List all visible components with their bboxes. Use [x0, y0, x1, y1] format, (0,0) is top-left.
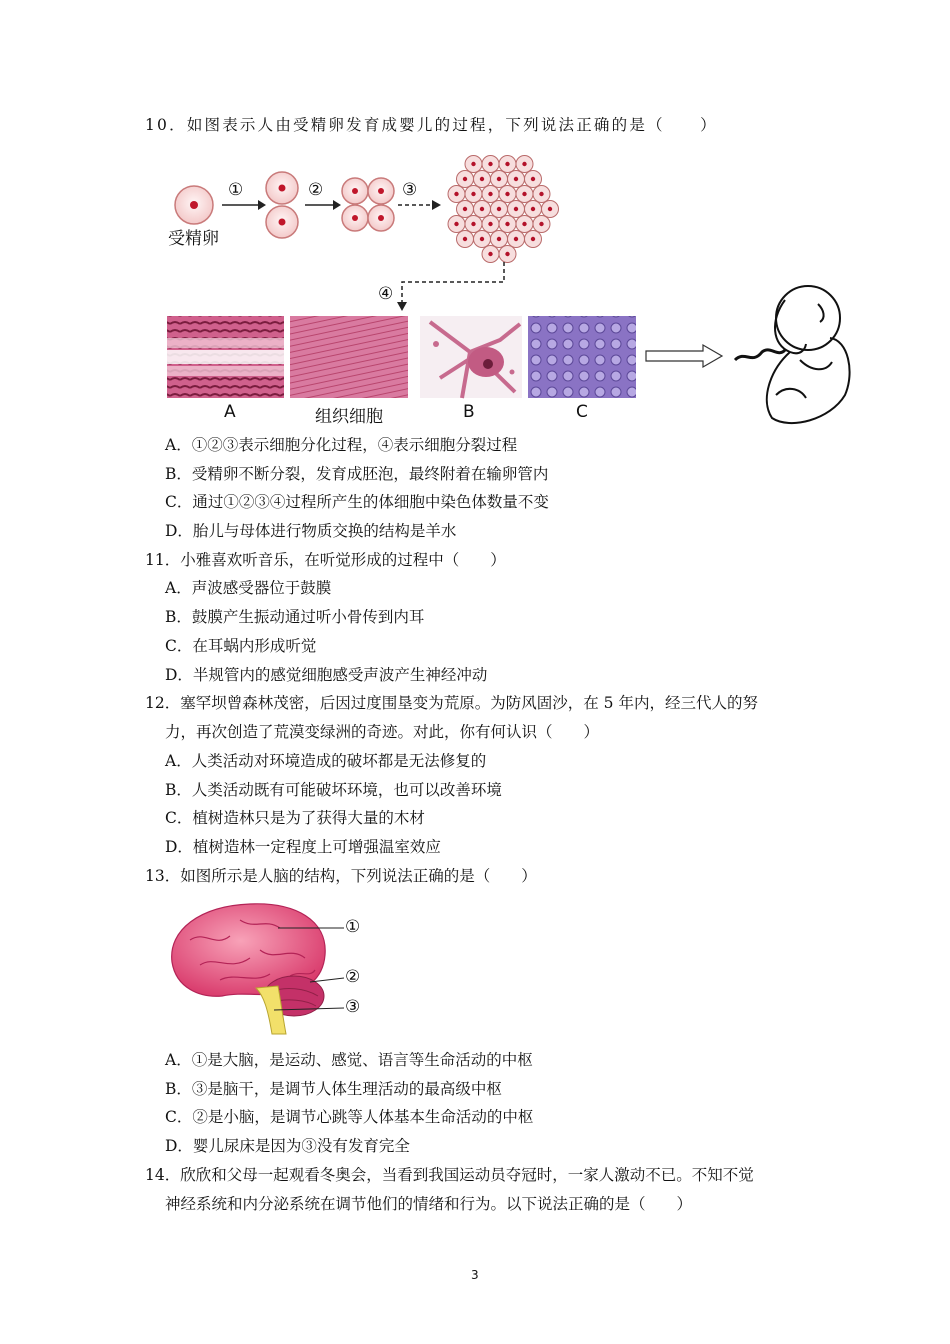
label-tissue-c: C [576, 402, 588, 422]
cluster-cell-nucleus [514, 207, 518, 211]
cluster-cell-nucleus [522, 162, 526, 166]
cluster-cell-nucleus [463, 207, 467, 211]
q12-stem-line1: 12．塞罕坝曾森林茂密，后因过度围垦变为荒原。为防风固沙，在 5 年内，经三代人的努 [145, 694, 758, 712]
q10-option-c: C．通过①②③④过程所产生的体细胞中染色体数量不变 [165, 493, 549, 511]
arrow-step-4 [397, 262, 504, 311]
q12-option-b: B．人类活动既有可能破坏环境，也可以改善环境 [165, 781, 502, 799]
four-cell-stage [342, 178, 394, 231]
cluster-cell-nucleus [454, 192, 458, 196]
label-zygote: 受精卵 [168, 229, 219, 249]
q12-stem-line2: 力，再次创造了荒漠变绿洲的奇迹。对此，你有何认识（ ） [165, 723, 600, 741]
q10-option-d: D．胎儿与母体进行物质交换的结构是羊水 [165, 522, 457, 540]
label-tissue-a: A [224, 402, 236, 422]
cluster-cell-nucleus [531, 177, 535, 181]
cluster-cell-nucleus [488, 252, 492, 256]
tissue-panel-c [528, 316, 636, 398]
brain-label-2: ② [345, 967, 361, 987]
arrow-step-1 [222, 200, 266, 210]
cluster-cell-nucleus [488, 162, 492, 166]
cluster-cell-nucleus [497, 207, 501, 211]
q13-stem: 13．如图所示是人脑的结构，下列说法正确的是（ ） [145, 867, 537, 885]
cluster-cell-nucleus [471, 222, 475, 226]
cluster-cell-nucleus [522, 192, 526, 196]
cluster-cell-nucleus [480, 177, 484, 181]
q10-option-a: A．①②③表示细胞分化过程，④表示细胞分裂过程 [165, 436, 518, 454]
q13-option-a: A．①是大脑，是运动、感觉、语言等生命活动的中枢 [165, 1051, 533, 1069]
label-step-2: ② [308, 180, 324, 200]
q13-option-d: D．婴儿尿床是因为③没有发育完全 [165, 1137, 410, 1155]
q14-stem-line1: 14．欣欣和父母一起观看冬奥会，当看到我国运动员夺冠时，一家人激动不已。不知不觉 [145, 1166, 754, 1184]
q12-option-a: A．人类活动对环境造成的破坏都是无法修复的 [165, 752, 487, 770]
cluster-cell-nucleus [463, 237, 467, 241]
zygote-cell [175, 186, 213, 224]
cluster-cell-nucleus [488, 192, 492, 196]
tissue-panel-a [167, 316, 284, 398]
cluster-cell-nucleus [471, 162, 475, 166]
cluster-cell-nucleus [539, 222, 543, 226]
cluster-cell-nucleus [497, 237, 501, 241]
cluster-cell-nucleus [497, 177, 501, 181]
tissue-panel-cells [290, 316, 408, 398]
label-tissue-cells: 组织细胞 [315, 407, 383, 427]
q12-option-d: D．植树造林一定程度上可增强温室效应 [165, 838, 441, 856]
cluster-cell-nucleus [463, 177, 467, 181]
q11-option-d: D．半规管内的感觉细胞感受声波产生神经冲动 [165, 666, 488, 684]
label-tissue-b: B [463, 402, 475, 422]
q11-option-c: C．在耳蜗内形成听觉 [165, 637, 317, 655]
cluster-cell-nucleus [505, 222, 509, 226]
q10-stem: 10．如图表示人由受精卵发育成婴儿的过程，下列说法正确的是（ ） [145, 116, 718, 134]
two-cell-stage [266, 172, 298, 238]
fetus-drawing [735, 286, 850, 423]
tissue-panel-b [420, 316, 522, 398]
q11-stem: 11．小雅喜欢听音乐，在听觉形成的过程中（ ） [145, 551, 506, 569]
cluster-cell-nucleus [505, 162, 509, 166]
label-step-1: ① [228, 180, 244, 200]
label-step-4: ④ [378, 284, 394, 304]
arrow-step-3 [398, 200, 441, 210]
cluster-cell-nucleus [522, 222, 526, 226]
cluster-cell-nucleus [488, 222, 492, 226]
q10-option-b: B．受精卵不断分裂，发育成胚泡，最终附着在输卵管内 [165, 465, 549, 483]
arrow-step-2 [305, 200, 341, 210]
label-step-3: ③ [402, 180, 418, 200]
brain-label-3: ③ [345, 997, 361, 1017]
cluster-cell-nucleus [514, 177, 518, 181]
brain-figure [160, 900, 400, 1040]
cluster-cell-nucleus [531, 207, 535, 211]
q13-option-c: C．②是小脑，是调节心跳等人体基本生命活动的中枢 [165, 1108, 534, 1126]
cluster-cell-nucleus [471, 192, 475, 196]
arrow-to-fetus [646, 345, 722, 367]
cluster-cell-nucleus [480, 207, 484, 211]
q12-option-c: C．植树造林只是为了获得大量的木材 [165, 809, 425, 827]
q14-stem-line2: 神经系统和内分泌系统在调节他们的情绪和行为。以下说法正确的是（ ） [165, 1195, 693, 1213]
cluster-cell-nucleus [454, 222, 458, 226]
cluster-cell-nucleus [539, 192, 543, 196]
cluster-cell-nucleus [505, 252, 509, 256]
q13-option-b: B．③是脑干，是调节人体生理活动的最高级中枢 [165, 1080, 502, 1098]
cluster-cell-nucleus [531, 237, 535, 241]
q11-option-a: A．声波感受器位于鼓膜 [165, 579, 332, 597]
brain-label-1: ① [345, 917, 361, 937]
cluster-cell-nucleus [514, 237, 518, 241]
q11-option-b: B．鼓膜产生振动通过听小骨传到内耳 [165, 608, 425, 626]
development-figure [0, 0, 950, 440]
cluster-cell-nucleus [505, 192, 509, 196]
cell-cluster [448, 156, 559, 263]
page-number: 3 [471, 1268, 479, 1282]
cluster-cell-nucleus [480, 237, 484, 241]
cluster-cell-nucleus [548, 207, 552, 211]
